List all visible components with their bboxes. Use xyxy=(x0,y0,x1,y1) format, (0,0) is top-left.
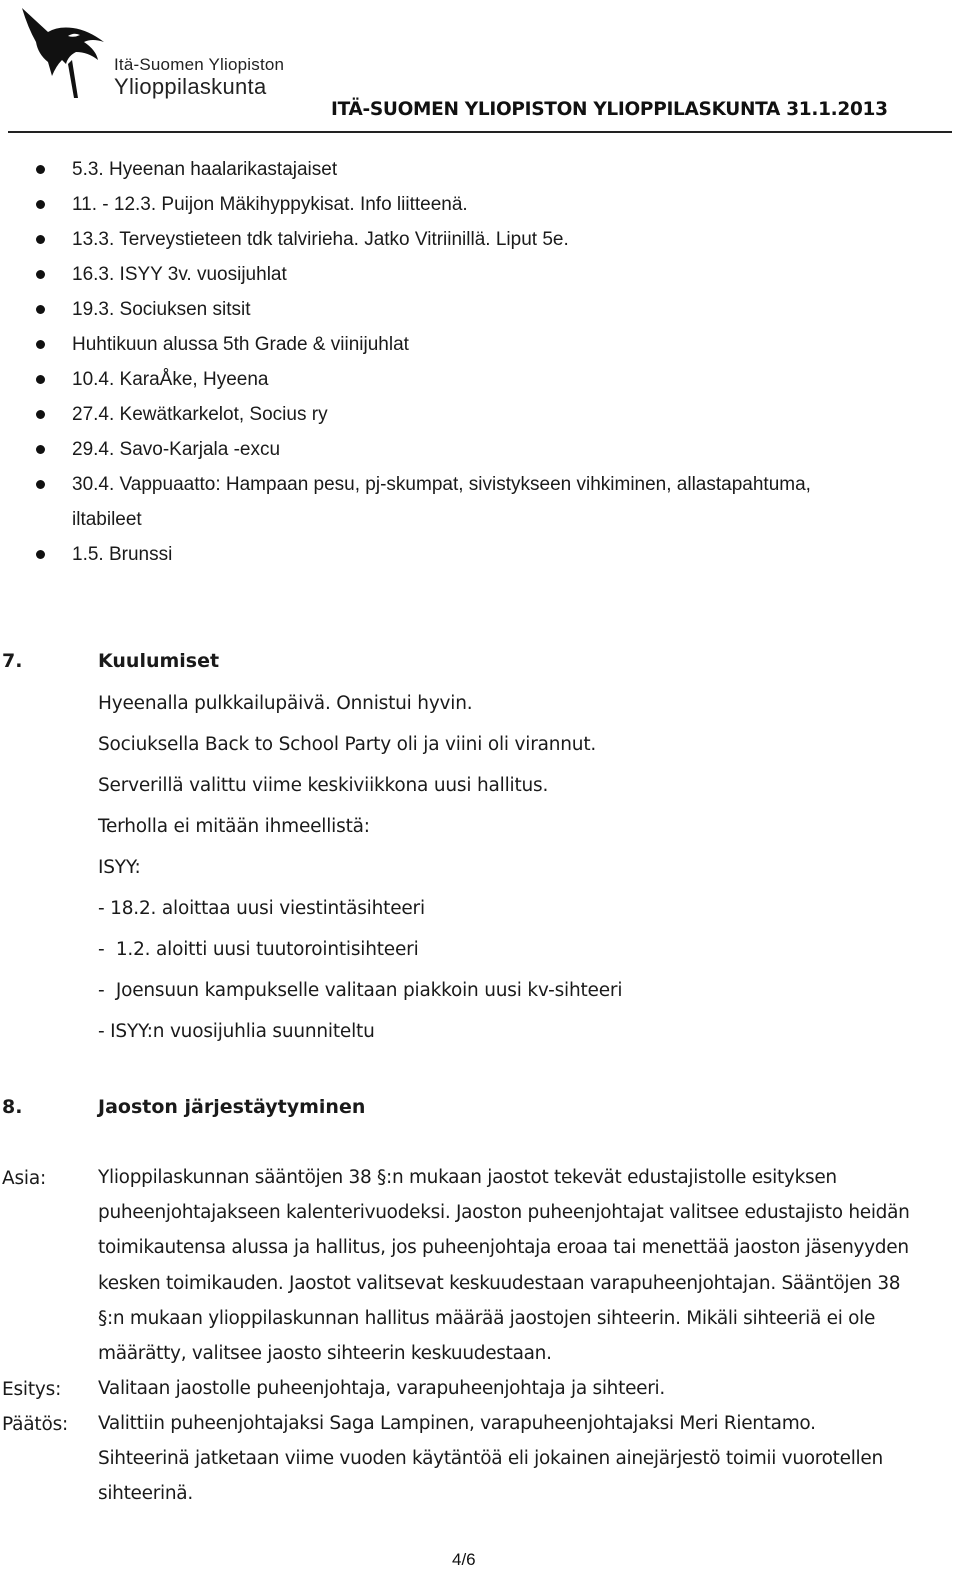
list-item: 5.3. Hyeenan haalarikastajaiset xyxy=(36,152,862,187)
section-7-number: 7. xyxy=(2,650,23,672)
list-item: 30.4. Vappuaatto: Hampaan pesu, pj-skumpat, sivistykseen vihkiminen, allastapahtuma, iltabileet xyxy=(36,467,862,537)
section-7-line: - 1.2. aloitti uusi tuutorointisihteeri xyxy=(98,939,419,960)
header-divider xyxy=(8,131,952,133)
header-title: ITÄ-SUOMEN YLIOPISTON YLIOPPILASKUNTA 31.1.2013 xyxy=(331,99,888,120)
bullet-icon xyxy=(36,270,45,279)
section-7-line: Sociuksella Back to School Party oli ja viini oli virannut. xyxy=(98,734,597,755)
bullet-icon xyxy=(36,305,45,314)
paatos-label: Päätös: xyxy=(2,1414,69,1435)
bullet-icon xyxy=(36,340,45,349)
list-item: 27.4. Kewätkarkelot, Socius ry xyxy=(36,397,862,432)
bullet-icon xyxy=(36,235,45,244)
bullet-icon xyxy=(36,550,45,559)
bullet-icon xyxy=(36,375,45,384)
section-7-line: - 18.2. aloittaa uusi viestintäsihteeri xyxy=(98,898,425,919)
page-number: 4/6 xyxy=(452,1550,476,1569)
list-item: Huhtikuun alussa 5th Grade & viinijuhlat xyxy=(36,327,862,362)
list-item: 10.4. KaraÅke, Hyeena xyxy=(36,362,862,397)
section-7-title: Kuulumiset xyxy=(98,650,220,672)
bullet-icon xyxy=(36,480,45,489)
section-7-line: Terholla ei mitään ihmeellistä: xyxy=(98,816,370,837)
section-8-title: Jaoston järjestäytyminen xyxy=(98,1096,366,1118)
asia-text: Ylioppilaskunnan sääntöjen 38 §:n mukaan jaostot tekevät edustajistolle esityksen puheenjohtajakseen kalenterivuodeksi. Jaoston puheenjohtajat valitsee edustajisto heidän toimikautensa alussa ja hallitus, jos puheenjohtaja eroaa tai menettää jaoston jäsenyyden kesken toimikauden. Jaostot valitsevat keskuudestaan varapuheenjohtajan. Sääntöjen 38 §:n mukaan ylioppilaskunnan hallitus määrää jaostojen sihteerin. Mikäli sihteeriä ei ole määrätty, valitsee jaosto sihteerin keskuudestaan. xyxy=(98,1167,910,1365)
bullet-icon xyxy=(36,445,45,454)
section-7-line: ISYY: xyxy=(98,857,141,878)
list-item: 1.5. Brunssi xyxy=(36,537,862,572)
logo-line1: Itä-Suomen Yliopiston xyxy=(114,55,285,74)
section-7-line: Hyeenalla pulkkailupäivä. Onnistui hyvin. xyxy=(98,693,473,714)
esitys-text: Valitaan jaostolle puheenjohtaja, varapuheenjohtaja ja sihteeri. xyxy=(98,1378,665,1399)
bullet-icon xyxy=(36,200,45,209)
university-logo xyxy=(18,2,308,102)
logo-bird-icon xyxy=(18,2,113,102)
section-7-line: Serverillä valittu viime keskiviikkona uusi hallitus. xyxy=(98,775,549,796)
list-item: 19.3. Sociuksen sitsit xyxy=(36,292,862,327)
list-item: 16.3. ISYY 3v. vuosijuhlat xyxy=(36,257,862,292)
asia-label: Asia: xyxy=(2,1168,47,1189)
list-item: 29.4. Savo-Karjala -excu xyxy=(36,432,862,467)
bullet-icon xyxy=(36,165,45,174)
bullet-icon xyxy=(36,410,45,419)
events-list xyxy=(36,152,862,572)
section-7-line: - Joensuun kampukselle valitaan piakkoin uusi kv-sihteeri xyxy=(98,980,623,1001)
section-7-line: - ISYY:n vuosijuhlia suunniteltu xyxy=(98,1021,375,1042)
esitys-label: Esitys: xyxy=(2,1379,62,1400)
logo-line2: Ylioppilaskunta xyxy=(114,74,267,99)
list-item: 13.3. Terveystieteen tdk talvirieha. Jatko Vitriinillä. Liput 5e. xyxy=(36,222,862,257)
section-8-number: 8. xyxy=(2,1096,23,1118)
paatos-text: Valittiin puheenjohtajaksi Saga Lampinen, varapuheenjohtajaksi Meri Rientamo. Sihteerinä jatketaan viime vuoden käytäntöä eli jokainen ainejärjestö toimii vuorotellen sihteerinä. xyxy=(98,1413,883,1505)
list-item: 11. - 12.3. Puijon Mäkihyppykisat. Info liitteenä. xyxy=(36,187,862,222)
